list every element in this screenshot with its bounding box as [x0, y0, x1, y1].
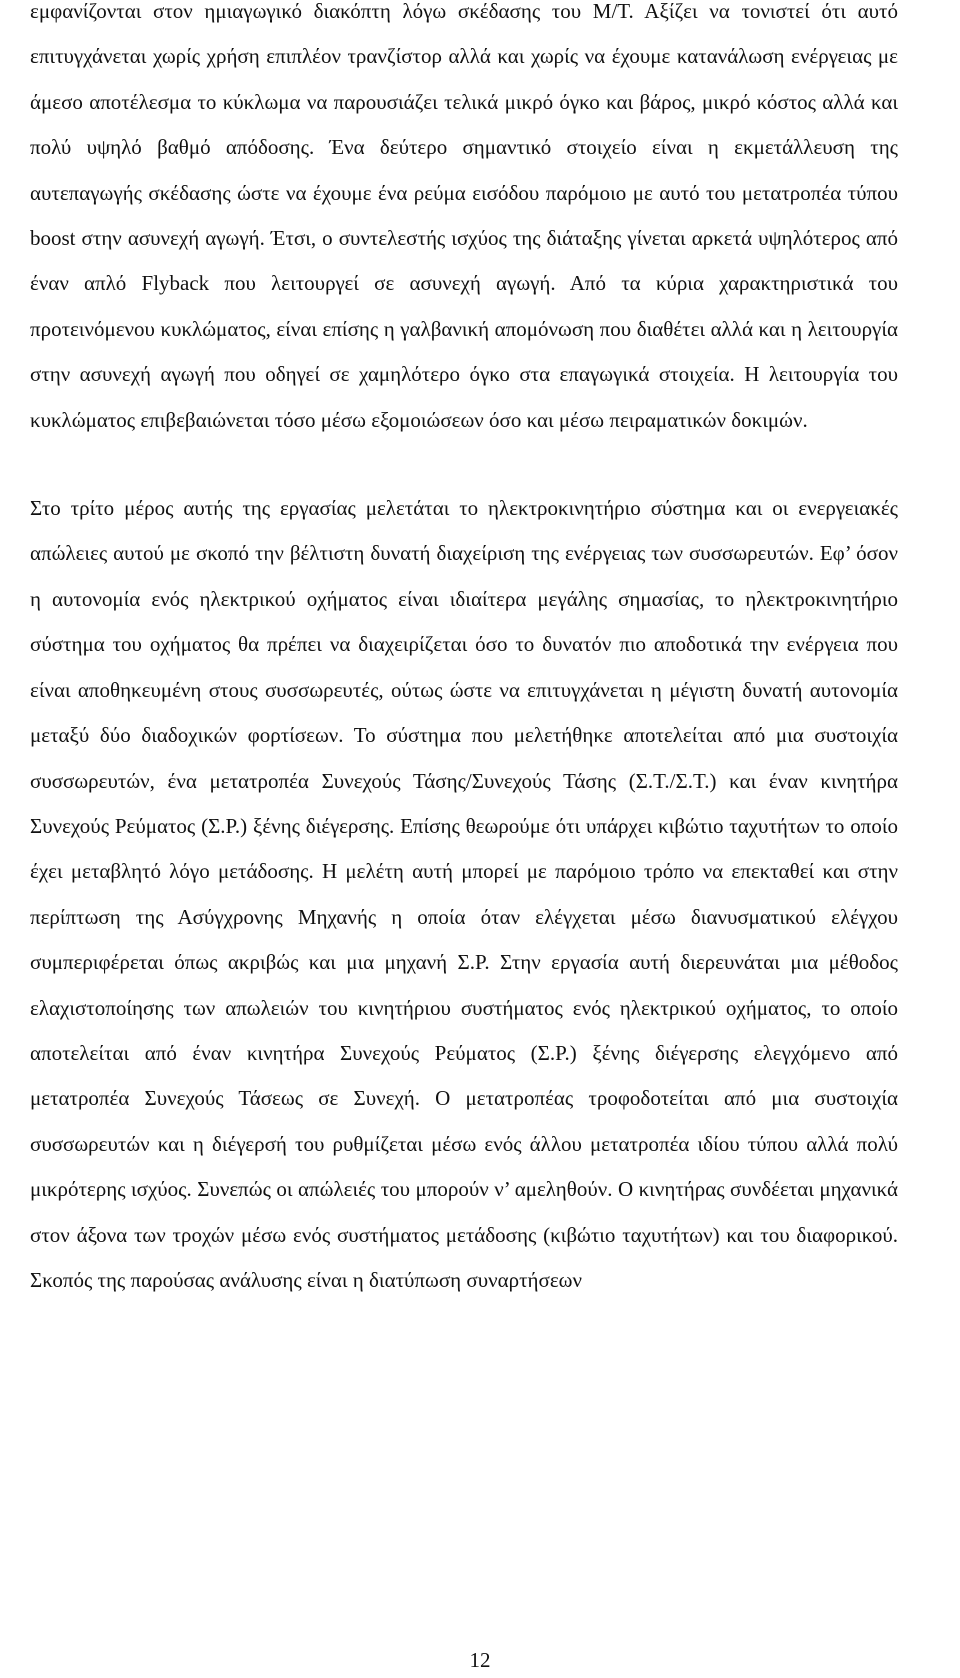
- page-number: 12: [469, 1648, 491, 1672]
- document-page: [30, 0, 898, 1303]
- paragraph-electric-drive-system: Στο τρίτο μέρος αυτής της εργασίας μελετάται το ηλεκτροκινητήριο σύστημα και οι ενεργειακές απώλειες αυτού με σκοπό την βέλτιστη δυνατή διαχείριση της ενέργειας των συσσωρευτών. Εφ’ όσον η αυτονομία ενός ηλεκτρικού οχήματος είναι ιδιαίτερα μεγάλης σημασίας, το ηλεκτροκινητήριο σύστημα του οχήματος θα πρέπει να διαχειρίζεται όσο το δυνατόν πιο αποδοτικά την ενέργεια που είναι αποθηκευμένη στους συσσωρευτές, ούτως ώστε να επιτυγχάνεται η μέγιστη δυνατή αυτονομία μεταξύ δύο διαδοχικών φορτίσεων. Το σύστημα που μελετήθηκε αποτελείται από μια συστοιχία συσσωρευτών, ένα μετατροπέα Συνεχούς Τάσης/Συνεχούς Τάσης (Σ.Τ./Σ.Τ.) και έναν κινητήρα Συνεχούς Ρεύματος (Σ.Ρ.) ξένης διέγερσης. Επίσης θεωρούμε ότι υπάρχει κιβώτιο ταχυτήτων το οποίο έχει μεταβλητό λόγο μετάδοσης. Η μελέτη αυτή μπορεί με παρόμοιο τρόπο να επεκταθεί και στην περίπτωση της Ασύγχρονης Μηχανής η οποία όταν ελέγχεται μέσω διανυσματικού ελέγχου συμπεριφέρεται όπως ακριβώς και μια μηχανή Σ.Ρ. Στην εργασία αυτή διερευνάται μια μέθοδος ελαχιστοποίησης των απωλειών του κινητήριου συστήματος ενός ηλεκτρικού οχήματος, το οποίο αποτελείται από έναν κινητήρα Συνεχούς Ρεύματος (Σ.Ρ.) ξένης διέγερσης ελεγχόμενο από μετατροπέα Συνεχούς Τάσεως σε Συνεχή. Ο μετατροπέας τροφοδοτείται από μια συστοιχία συσσωρευτών και η διέγερσή του ρυθμίζεται μέσω ενός άλλου μετατροπέα ιδίου τύπου αλλά πολύ μικρότερης ισχύος. Συνεπώς οι απώλειές του μπορούν ν’ αμεληθούν. Ο κινητήρας συνδέεται μηχανικά στον άξονα των τροχών μέσω ενός συστήματος μετάδοσης (κιβώτιο ταχυτήτων) και του διαφορικού. Σκοπός της παρούσας ανάλυσης είναι η διατύπωση συναρτήσεων: [30, 496, 898, 1292]
- paragraph-flyback-summary: εμφανίζονται στον ημιαγωγικό διακόπτη λόγω σκέδασης του Μ/Τ. Αξίζει να τονιστεί ότι αυτό επιτυγχάνεται χωρίς χρήση επιπλέον τρανζίστορ αλλά και χωρίς να έχουμε κατανάλωση ενέργειας με άμεσο αποτέλεσμα το κύκλωμα να παρουσιάζει τελικά μικρό όγκο και βάρος, μικρό κόστος αλλά και πολύ υψηλό βαθμό απόδοσης. Ένα δεύτερο σημαντικό στοιχείο είναι η εκμετάλλευση της αυτεπαγωγής σκέδασης ώστε να έχουμε ένα ρεύμα εισόδου παρόμοιο με αυτό του μετατροπέα τύπου boost στην ασυνεχή αγωγή. Έτσι, ο συντελεστής ισχύος της διάταξης γίνεται αρκετά υψηλότερος από έναν απλό Flyback που λειτουργεί σε ασυνεχή αγωγή. Από τα κύρια χαρακτηριστικά του προτεινόμενου κυκλώματος, είναι επίσης η γαλβανική απομόνωση που διαθέτει αλλά και η λειτουργία στην ασυνεχή αγωγή που οδηγεί σε χαμηλότερο όγκο στα επαγωγικά στοιχεία. Η λειτουργία του κυκλώματος επιβεβαιώνεται τόσο μέσω εξομοιώσεων όσο και μέσω πειραματικών δοκιμών.: [30, 0, 898, 432]
